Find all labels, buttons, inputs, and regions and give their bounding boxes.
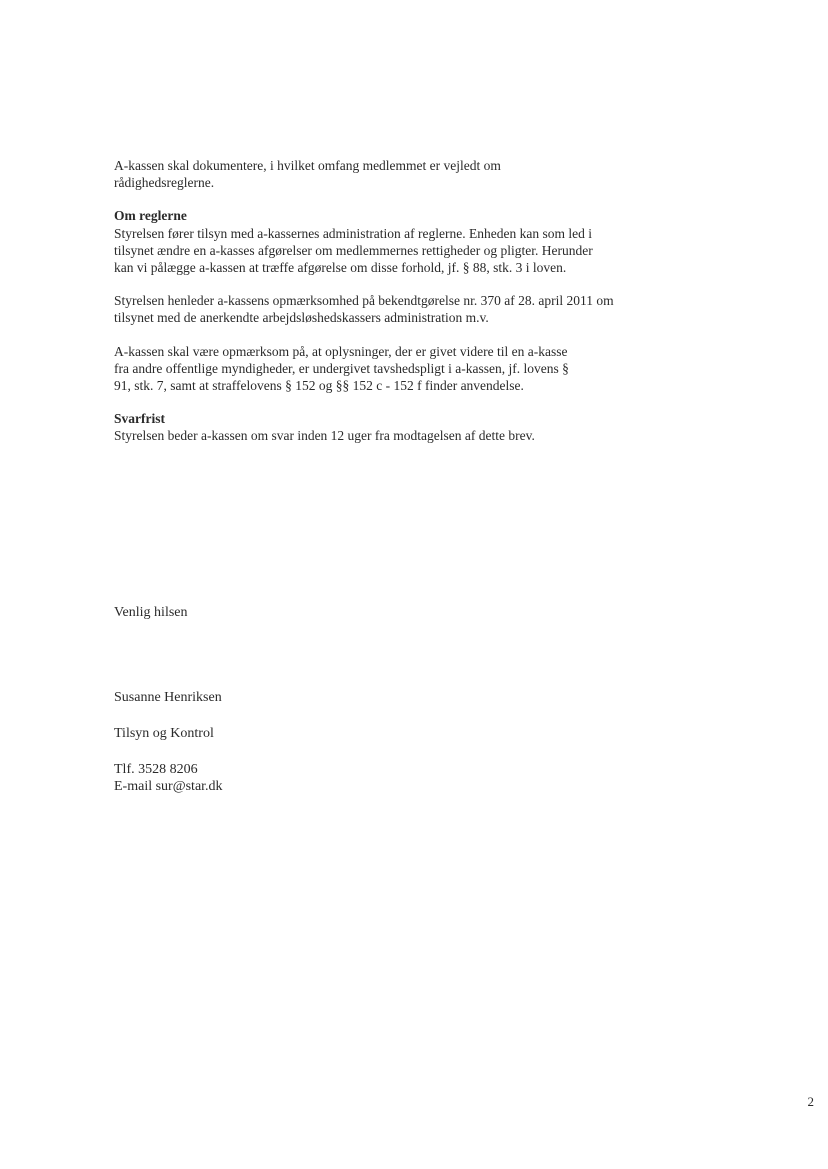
greeting: Venlig hilsen: [114, 605, 188, 620]
deadline-heading: Svarfrist: [114, 411, 165, 427]
deadline-section: [114, 410, 614, 444]
notice-paragraph: Styrelsen henleder a-kassens opmærksomhed på bekendtgørelse nr. 370 af 28. april 2011 om tilsynet med de anerkendte arbejdsløshedskassers administration m.v.: [114, 293, 614, 326]
rules-text: Styrelsen fører tilsyn med a-kassernes administration af reglerne. Enheden kan som led i tilsynet ændre en a-kasses afgørelser om medlemmernes rettigheder og pligter. Herunder kan vi pålægge a-kassen at træffe afgørelse om disse forhold, jf. § 88, stk. 3 i loven.: [114, 225, 593, 276]
page-number: 2: [807, 1094, 814, 1109]
confidentiality-paragraph: A-kassen skal være opmærksom på, at oplysninger, der er givet videre til en a-kasse fra andre offentlige myndigheder, er undergivet tavshedspligt i a-kassen, jf. lovens § 91, stk. 7, samt at straffelovens § 152 og §§ 152 c - 152 f finder anvendelse.: [114, 343, 569, 394]
rules-section: [114, 207, 614, 276]
signer-name: Susanne Henriksen: [114, 690, 222, 705]
letter-body: [114, 157, 614, 445]
deadline-text: Styrelsen beder a-kassen om svar inden 12 uger fra modtagelsen af dette brev.: [114, 428, 535, 444]
signer-phone: Tlf. 3528 8206: [114, 762, 198, 777]
signer-email: E-mail sur@star.dk: [114, 779, 223, 794]
rules-heading: Om reglerne: [114, 208, 187, 224]
signer-department: Tilsyn og Kontrol: [114, 726, 214, 741]
intro-paragraph: A-kassen skal dokumentere, i hvilket omfang medlemmet er vejledt om rådighedsreglerne.: [114, 158, 501, 191]
